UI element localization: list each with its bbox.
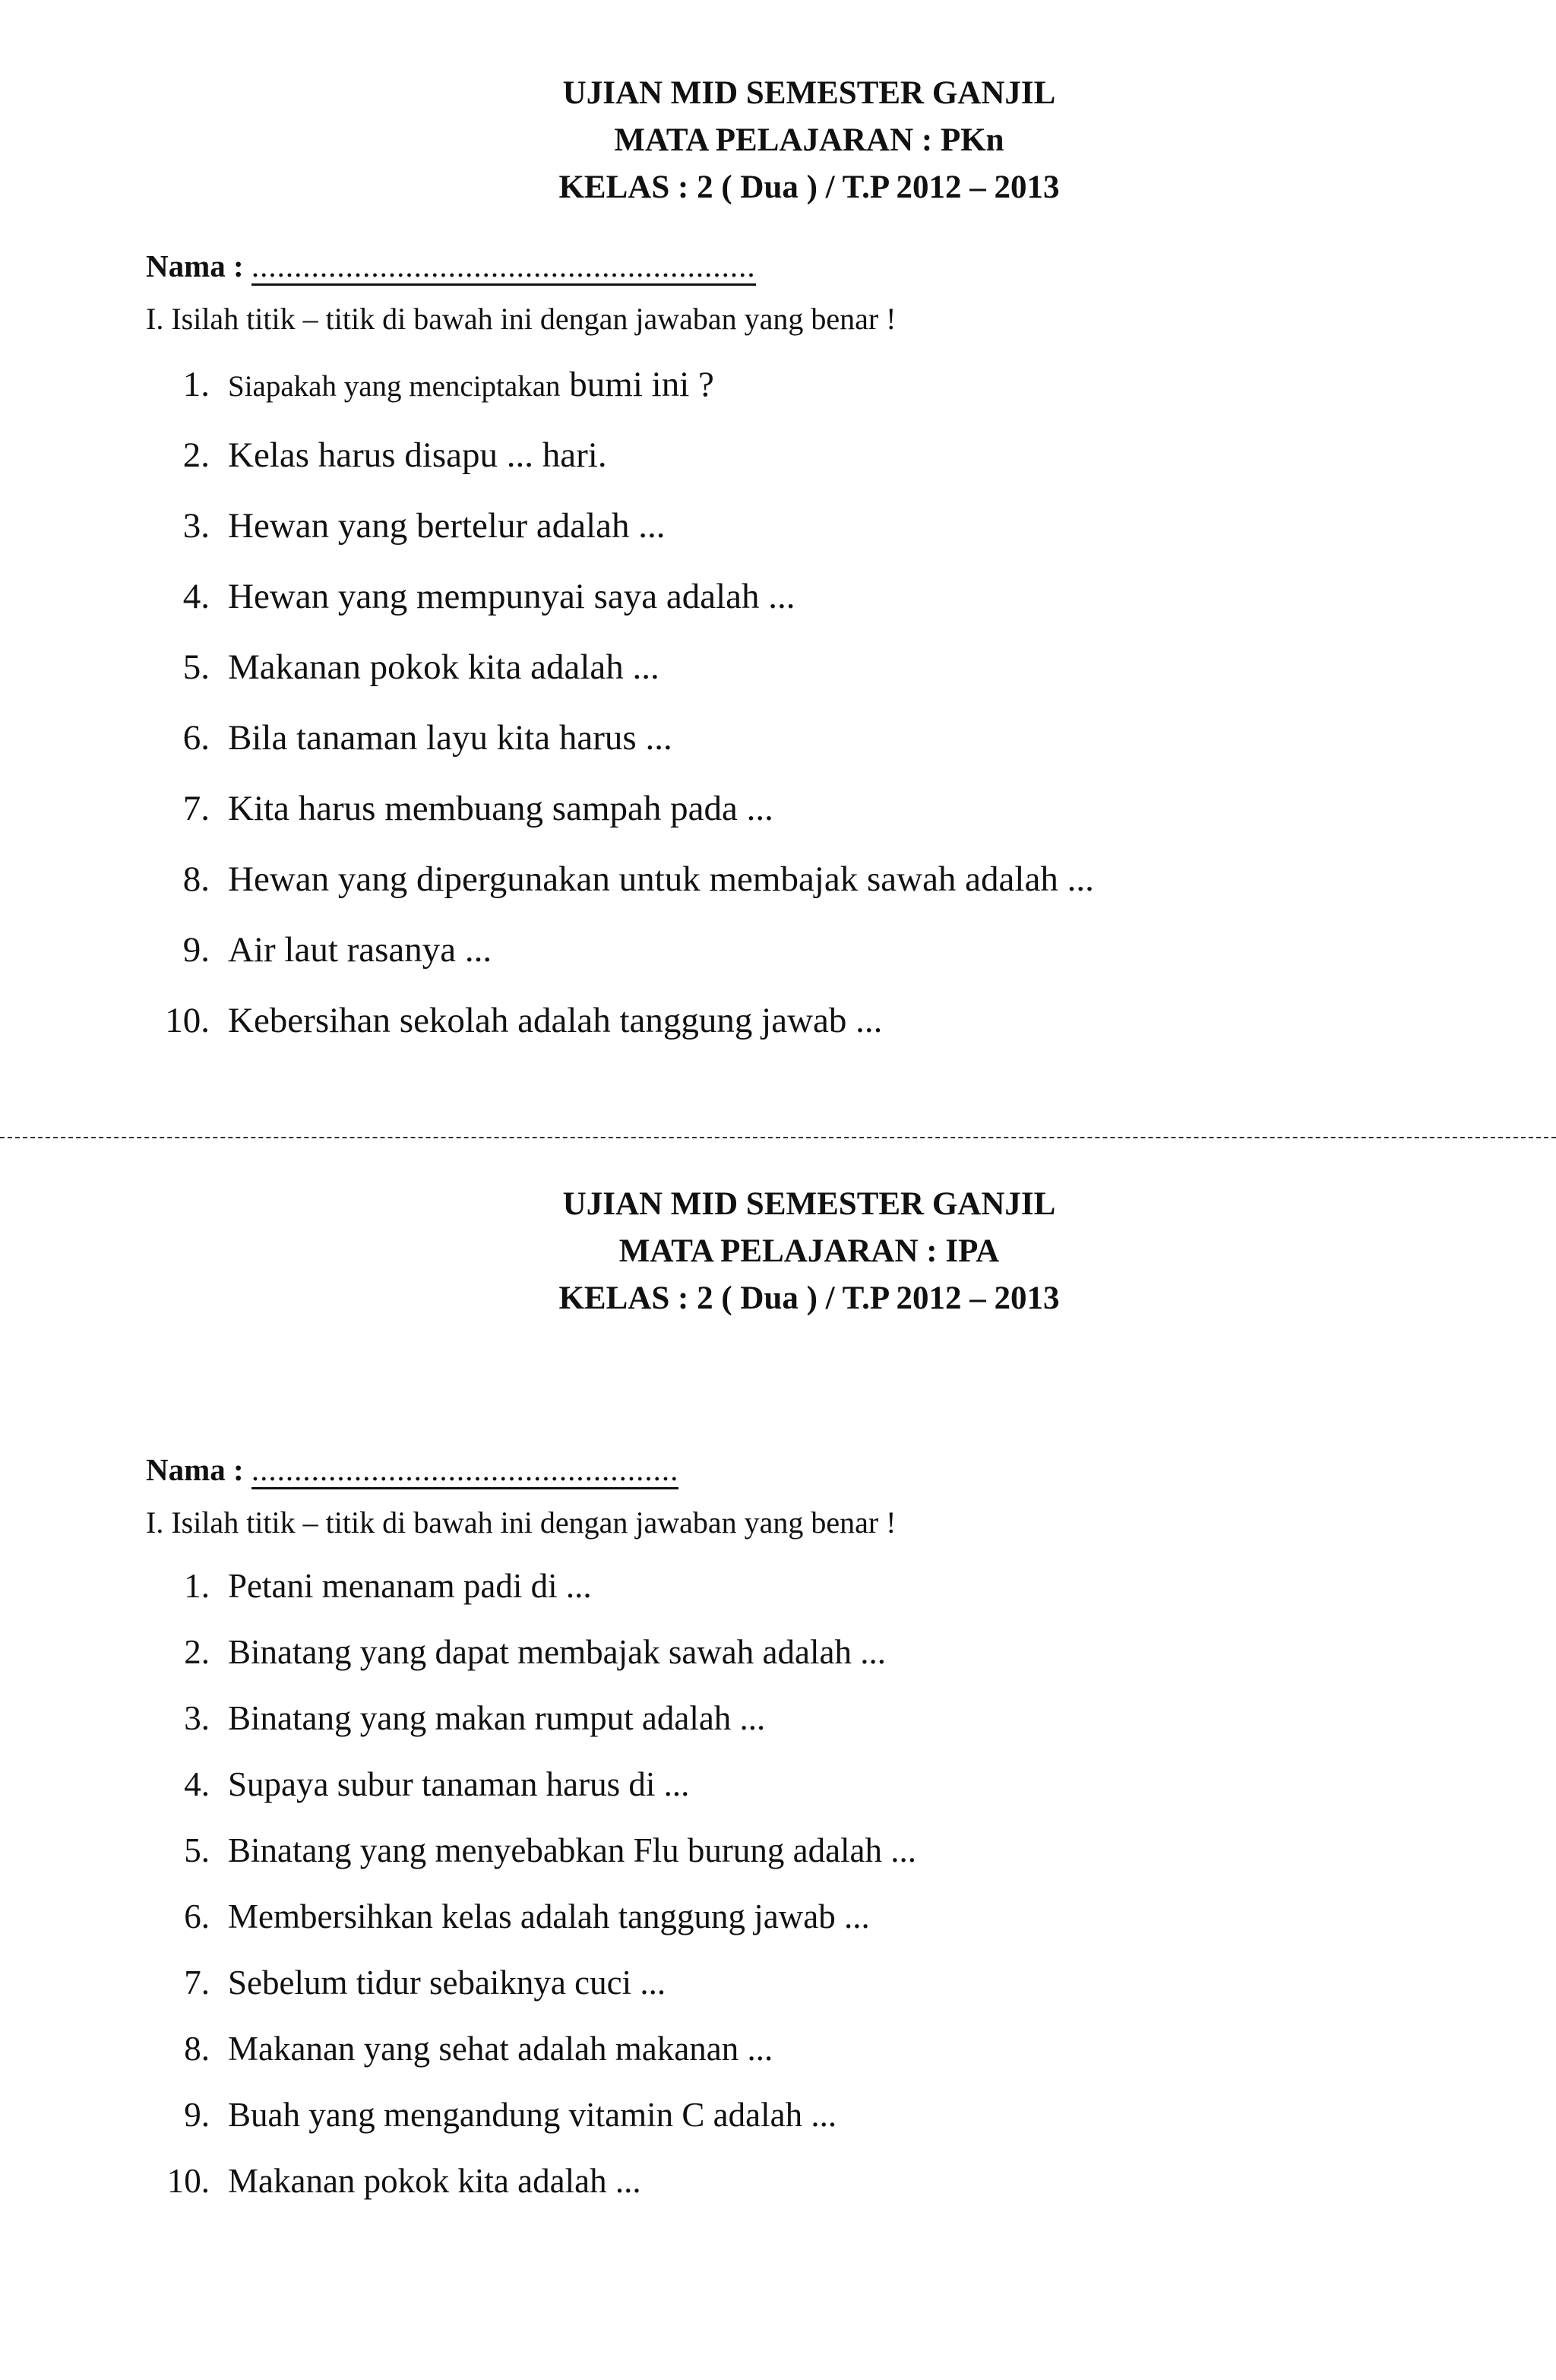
name-field[interactable] — [146, 243, 1556, 289]
question-text: Petani menanam padi di ... — [228, 1567, 592, 1605]
question-text-part: Siapakah yang menciptakan — [228, 370, 561, 403]
question-number: 2. — [182, 435, 210, 475]
question-item — [0, 1818, 1556, 1884]
question-number: 5. — [184, 1831, 210, 1869]
question-item — [0, 2148, 1556, 2214]
question-text: Binatang yang makan rumput adalah ... — [228, 1699, 766, 1737]
question-text: Bila tanaman layu kita harus ... — [228, 718, 672, 758]
question-number: 3. — [182, 506, 210, 546]
question-number: 6. — [184, 1897, 210, 1935]
question-number: 1. — [184, 1567, 210, 1605]
question-item — [0, 915, 1556, 986]
exam-section-ipa — [0, 1181, 1556, 2214]
question-item — [0, 1884, 1556, 1950]
question-number: 4. — [182, 577, 210, 616]
question-number: 3. — [184, 1699, 210, 1737]
question-item — [0, 420, 1556, 491]
exam-title: UJIAN MID SEMESTER GANJIL — [562, 1186, 1056, 1222]
question-item — [0, 844, 1556, 915]
question-text: Hewan yang dipergunakan untuk membajak sawah adalah ... — [228, 859, 1094, 899]
question-number: 8. — [182, 859, 210, 899]
question-item — [0, 703, 1556, 774]
question-item — [0, 986, 1556, 1056]
question-item — [0, 1685, 1556, 1752]
question-number: 7. — [184, 1964, 210, 2002]
question-item — [0, 632, 1556, 703]
question-text: Makanan pokok kita adalah ... — [228, 647, 659, 687]
cut-line-divider — [0, 1137, 1556, 1138]
question-text: Makanan pokok kita adalah ... — [228, 2162, 641, 2200]
exam-title: UJIAN MID SEMESTER GANJIL — [562, 75, 1056, 111]
question-text: Kelas harus disapu ... hari. — [228, 435, 607, 475]
question-item — [0, 1950, 1556, 2016]
question-text: Hewan yang mempunyai saya adalah ... — [228, 577, 795, 616]
question-number: 2. — [184, 1633, 210, 1671]
class-year-line: KELAS : 2 ( Dua ) / T.P 2012 – 2013 — [558, 1280, 1060, 1316]
question-number: 7. — [182, 789, 210, 828]
question-number: 1. — [182, 365, 210, 404]
question-text: Buah yang mengandung vitamin C adalah ... — [228, 2096, 837, 2134]
question-text: Kita harus membuang sampah pada ... — [228, 789, 773, 828]
question-text: Makanan yang sehat adalah makanan ... — [228, 2030, 773, 2068]
question-number: 9. — [184, 2096, 210, 2134]
name-blank[interactable]: .................................................. — [251, 1452, 679, 1489]
question-item — [0, 1619, 1556, 1685]
name-label: Nama : — [146, 1452, 244, 1487]
instruction-text: I. Isilah titik – titik di bawah ini dengan jawaban yang benar ! — [146, 302, 897, 336]
name-blank[interactable]: ........................................................... — [251, 248, 756, 286]
question-item — [0, 1752, 1556, 1818]
subject-line: MATA PELAJARAN : IPA — [618, 1233, 1000, 1269]
subject-line: MATA PELAJARAN : PKn — [614, 122, 1004, 158]
question-number: 4. — [184, 1765, 210, 1803]
question-item — [0, 2016, 1556, 2082]
question-text: Sebelum tidur sebaiknya cuci ... — [228, 1964, 666, 2002]
question-item — [0, 562, 1556, 632]
question-list — [0, 1553, 1556, 2214]
question-text: Binatang yang menyebabkan Flu burung adalah ... — [228, 1831, 917, 1869]
class-year-line: KELAS : 2 ( Dua ) / T.P 2012 – 2013 — [558, 169, 1060, 205]
question-number: 8. — [184, 2030, 210, 2068]
question-item — [0, 774, 1556, 844]
question-text: Membersihkan kelas adalah tanggung jawab ... — [228, 1897, 870, 1935]
question-item — [0, 491, 1556, 562]
question-text — [228, 350, 714, 422]
name-label: Nama : — [146, 248, 244, 283]
question-list — [0, 350, 1556, 1056]
question-number: 10. — [166, 2162, 210, 2200]
question-item — [0, 1553, 1556, 1619]
exam-section-pkn — [0, 70, 1556, 1056]
question-number: 10. — [165, 1001, 210, 1040]
instruction-text: I. Isilah titik – titik di bawah ini dengan jawaban yang benar ! — [146, 1505, 897, 1540]
name-field[interactable] — [146, 1447, 1556, 1492]
question-text: Supaya subur tanaman harus di ... — [228, 1765, 690, 1803]
question-number: 9. — [182, 930, 210, 970]
question-text: Air laut rasanya ... — [228, 930, 492, 970]
question-number: 6. — [182, 718, 210, 758]
question-number: 5. — [182, 647, 210, 687]
question-item — [0, 350, 1556, 420]
question-text-part: bumi ini ? — [560, 365, 714, 404]
question-item — [0, 2082, 1556, 2148]
question-text: Binatang yang dapat membajak sawah adalah ... — [228, 1633, 886, 1671]
question-text: Hewan yang bertelur adalah ... — [228, 506, 666, 546]
question-text: Kebersihan sekolah adalah tanggung jawab ... — [228, 1001, 883, 1040]
